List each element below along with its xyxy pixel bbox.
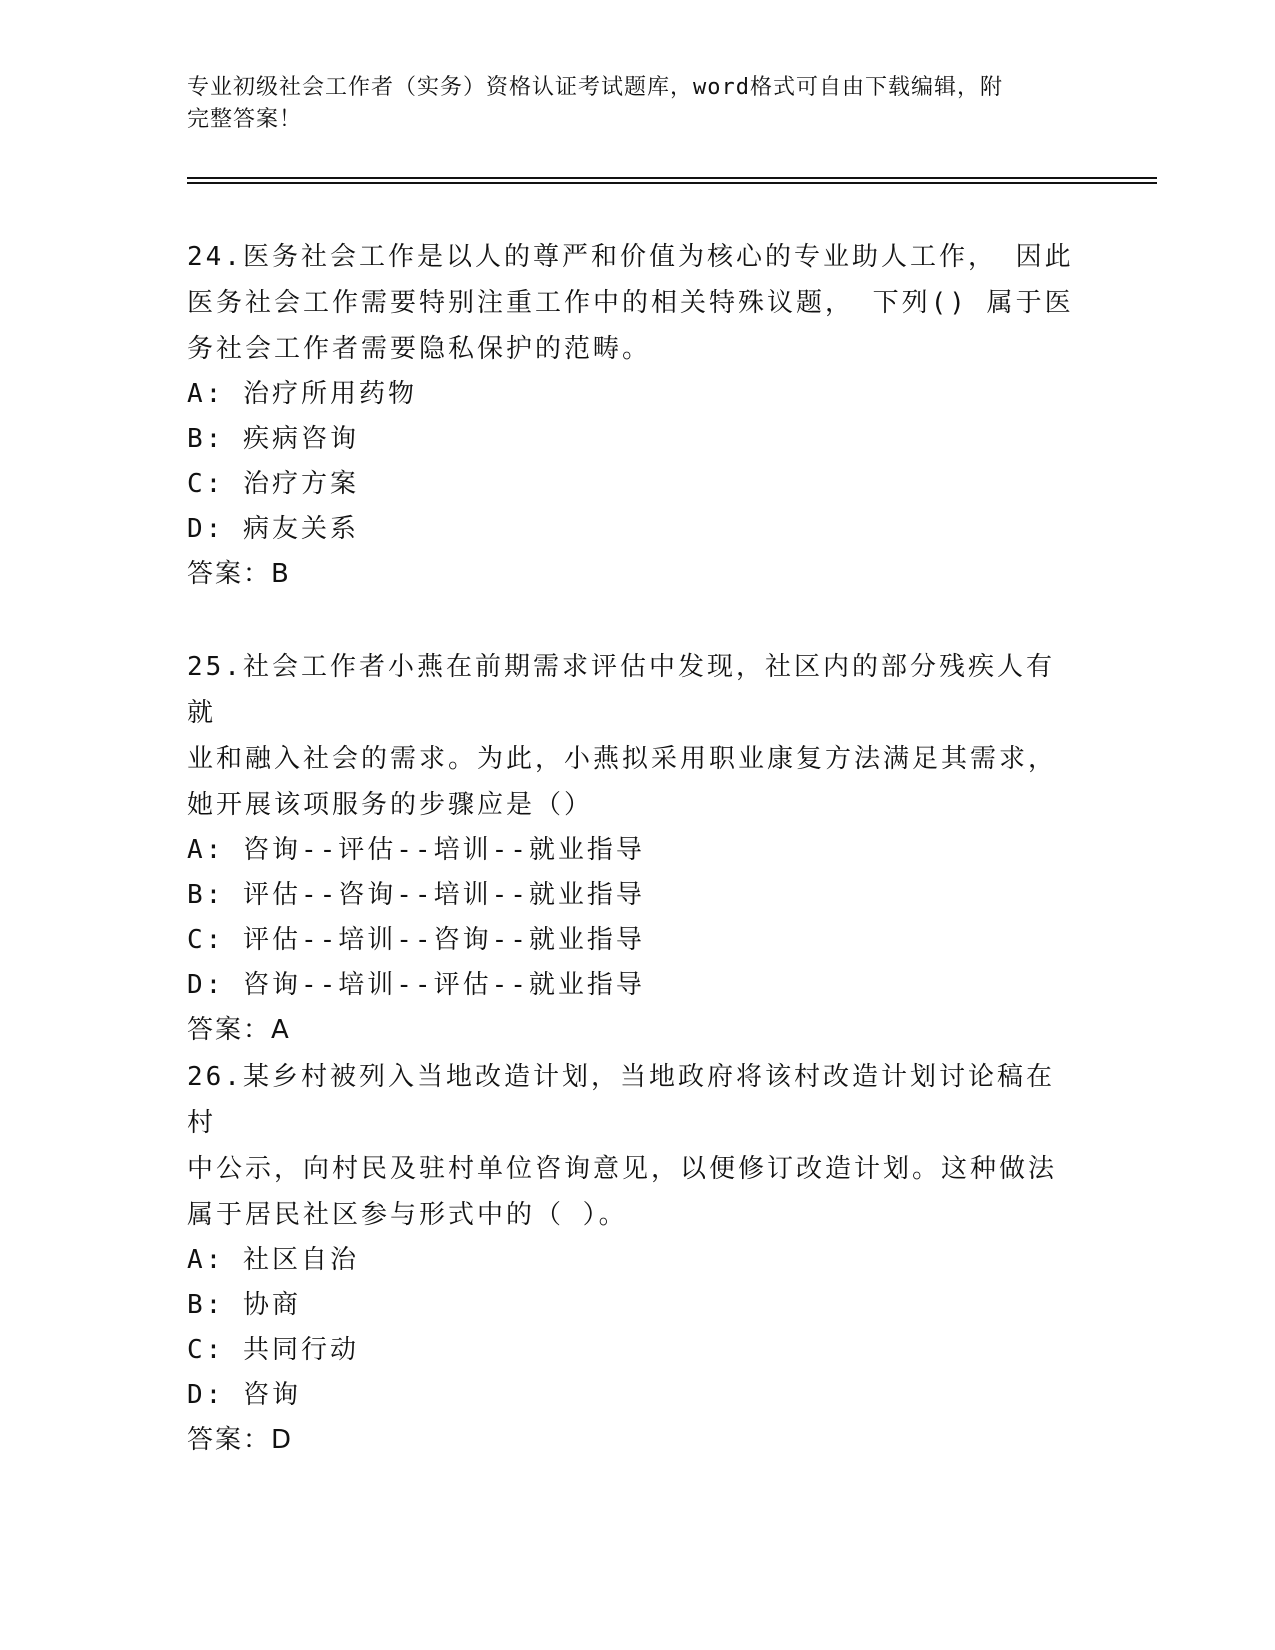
option-b: B: 评估--咨询--培训--就业指导 — [187, 880, 645, 910]
option-c: C: 评估--培训--咨询--就业指导 — [187, 925, 645, 955]
header-line-2: 完整答案！ — [187, 107, 303, 132]
header-divider-top — [187, 177, 1157, 179]
option-a: A: 治疗所用药物 — [187, 379, 417, 409]
option-d: D: 病友关系 — [187, 514, 359, 544]
answer-line: 答案：D — [187, 1425, 294, 1455]
question-stem-line: 26.某乡村被列入当地改造计划，当地政府将该村改造计划讨论稿在村 — [187, 1062, 1055, 1138]
answer-line: 答案：B — [187, 559, 291, 589]
question-24 — [187, 234, 1077, 597]
answer-line: 答案：A — [187, 1015, 291, 1045]
question-stem-line: 她开展该项服务的步骤应是（） — [187, 790, 594, 820]
header-line-1: 专业初级社会工作者（实务）资格认证考试题库，word格式可自由下载编辑，附 — [187, 75, 1003, 100]
question-stem-line: 24.医务社会工作是以人的尊严和价值为核心的专业助人工作， 因此 — [187, 242, 1074, 272]
question-stem-line: 属于居民社区参与形式中的（ ）。 — [187, 1200, 628, 1230]
question-stem-line: 中公示，向村民及驻村单位咨询意见，以便修订改造计划。这种做法 — [187, 1154, 1058, 1184]
option-c: C: 共同行动 — [187, 1335, 359, 1365]
option-b: B: 协商 — [187, 1290, 301, 1320]
option-d: D: 咨询--培训--评估--就业指导 — [187, 970, 645, 1000]
question-25 — [187, 644, 1077, 1053]
question-26 — [187, 1054, 1077, 1463]
question-stem-line: 25.社会工作者小燕在前期需求评估中发现，社区内的部分残疾人有就 — [187, 652, 1055, 728]
option-d: D: 咨询 — [187, 1380, 301, 1410]
header-divider-bottom — [187, 182, 1157, 184]
document-header — [187, 72, 1077, 136]
question-stem-line: 务社会工作者需要隐私保护的范畴。 — [187, 334, 652, 364]
question-stem-line: 业和融入社会的需求。为此，小燕拟采用职业康复方法满足其需求， — [187, 744, 1058, 774]
option-a: A: 咨询--评估--培训--就业指导 — [187, 835, 645, 865]
option-b: B: 疾病咨询 — [187, 424, 359, 454]
question-stem-line: 医务社会工作需要特别注重工作中的相关特殊议题， 下列() 属于医 — [187, 288, 1074, 318]
option-a: A: 社区自治 — [187, 1245, 359, 1275]
option-c: C: 治疗方案 — [187, 469, 359, 499]
